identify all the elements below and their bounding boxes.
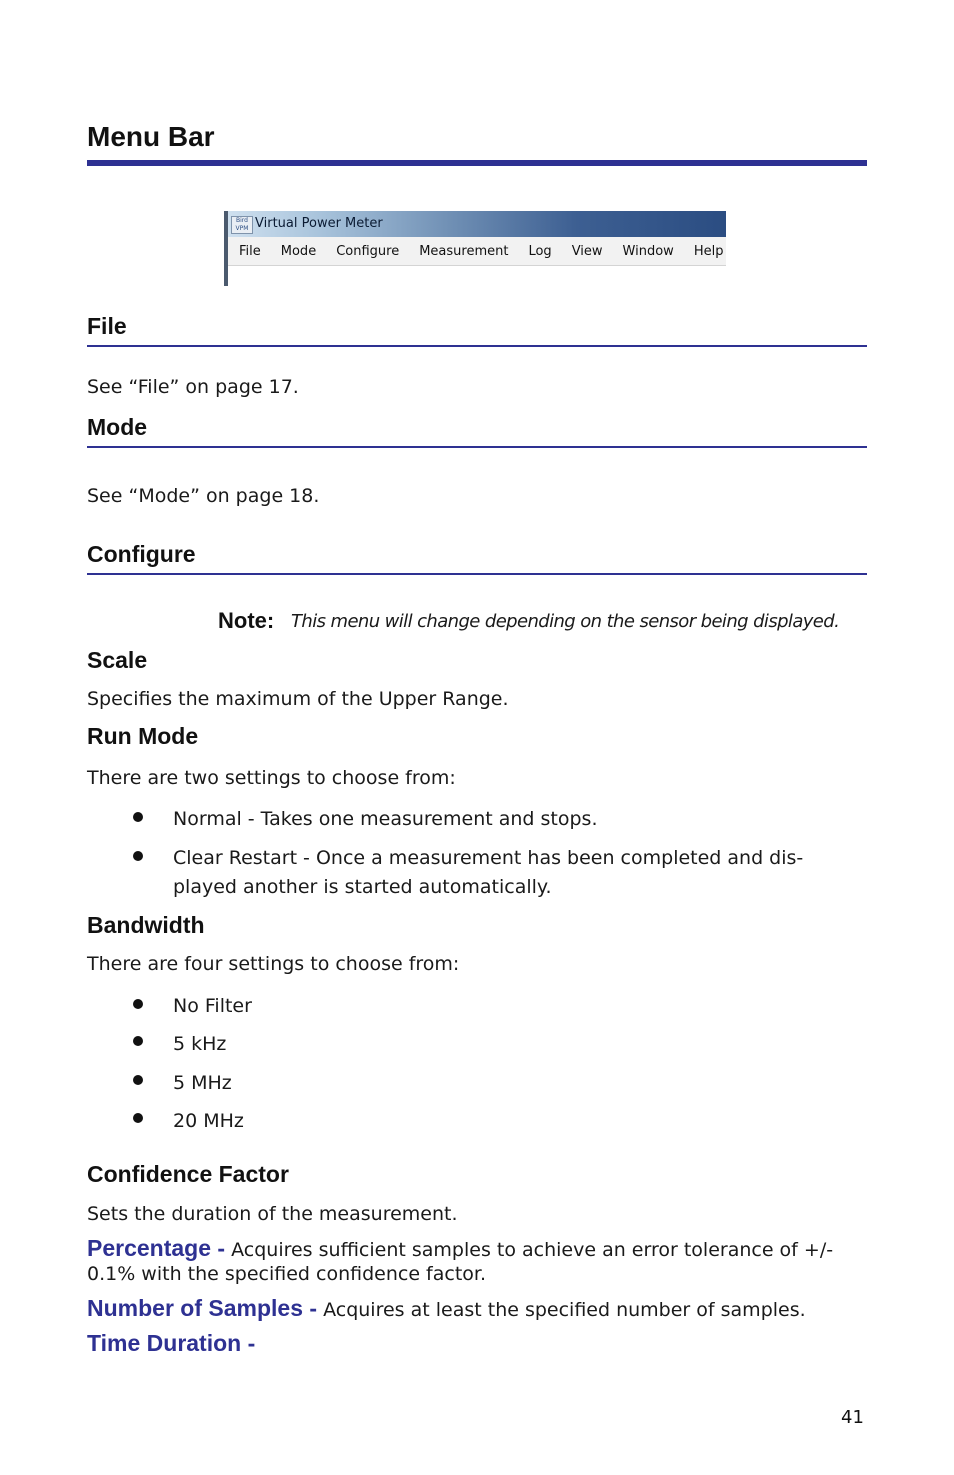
section-rule-mode bbox=[87, 446, 867, 448]
app-logo-icon: Bird VPM bbox=[231, 216, 253, 234]
menu-log[interactable]: Log bbox=[528, 243, 552, 259]
samples-text: Acquires at least the specified number of samples. bbox=[323, 1299, 806, 1321]
section-rule-configure bbox=[87, 573, 867, 575]
note-label: Note: bbox=[218, 608, 275, 633]
title-rule bbox=[87, 160, 867, 166]
bandwidth-title: Bandwidth bbox=[87, 912, 205, 938]
section-title-mode: Mode bbox=[87, 414, 148, 440]
section-rule-file bbox=[87, 345, 867, 347]
section-title-configure: Configure bbox=[87, 541, 196, 567]
bullet-icon bbox=[133, 1036, 143, 1046]
samples-paragraph bbox=[87, 1296, 806, 1323]
bullet-icon bbox=[133, 1075, 143, 1085]
time-paragraph bbox=[87, 1331, 255, 1358]
window-title-bar bbox=[228, 211, 726, 237]
page-number: 41 bbox=[841, 1407, 864, 1428]
run-mode-item-continued: played another is started automatically. bbox=[173, 876, 552, 898]
percentage-text-continued: 0.1% with the specified confidence factor. bbox=[87, 1263, 487, 1285]
file-text: See “File” on page 17. bbox=[87, 376, 299, 398]
page-title: Menu Bar bbox=[87, 121, 215, 152]
scale-title: Scale bbox=[87, 647, 148, 673]
bandwidth-item: 5 kHz bbox=[173, 1033, 227, 1055]
window-title: Virtual Power Meter bbox=[255, 216, 383, 231]
note-text: This menu will change depending on the sensor being displayed. bbox=[291, 611, 840, 632]
percentage-text: Acquires sufficient samples to achieve an error tolerance of +/- bbox=[231, 1239, 834, 1261]
menu-bar bbox=[228, 237, 726, 266]
scale-text: Specifies the maximum of the Upper Range. bbox=[87, 688, 509, 710]
run-mode-item: Clear Restart - Once a measurement has been completed and dis- bbox=[173, 847, 804, 869]
time-term: Time Duration - bbox=[87, 1330, 256, 1356]
samples-term: Number of Samples - bbox=[87, 1295, 318, 1321]
menu-window[interactable]: Window bbox=[622, 243, 674, 259]
percentage-term: Percentage - bbox=[87, 1235, 226, 1261]
run-mode-intro: There are two settings to choose from: bbox=[87, 767, 456, 789]
confidence-title: Confidence Factor bbox=[87, 1161, 289, 1187]
run-mode-title: Run Mode bbox=[87, 723, 199, 749]
menu-mode[interactable]: Mode bbox=[280, 243, 317, 259]
run-mode-item: Normal - Takes one measurement and stops. bbox=[173, 808, 598, 830]
confidence-text: Sets the duration of the measurement. bbox=[87, 1203, 458, 1225]
bullet-icon bbox=[133, 1113, 143, 1123]
menu-help[interactable]: Help bbox=[693, 243, 724, 259]
bandwidth-item: 20 MHz bbox=[173, 1110, 244, 1132]
bandwidth-item: No Filter bbox=[173, 995, 252, 1017]
menu-measurement[interactable]: Measurement bbox=[419, 243, 509, 259]
menu-bar-screenshot bbox=[224, 211, 726, 286]
menu-configure[interactable]: Configure bbox=[336, 243, 400, 259]
bullet-icon bbox=[133, 999, 143, 1009]
mode-text: See “Mode” on page 18. bbox=[87, 485, 320, 507]
menu-file[interactable]: File bbox=[239, 243, 261, 259]
percentage-paragraph bbox=[87, 1236, 833, 1263]
bandwidth-intro: There are four settings to choose from: bbox=[87, 953, 460, 975]
bullet-icon bbox=[133, 851, 143, 861]
menu-view[interactable]: View bbox=[571, 243, 603, 259]
section-title-file: File bbox=[87, 313, 127, 339]
bullet-icon bbox=[133, 812, 143, 822]
bandwidth-item: 5 MHz bbox=[173, 1072, 232, 1094]
